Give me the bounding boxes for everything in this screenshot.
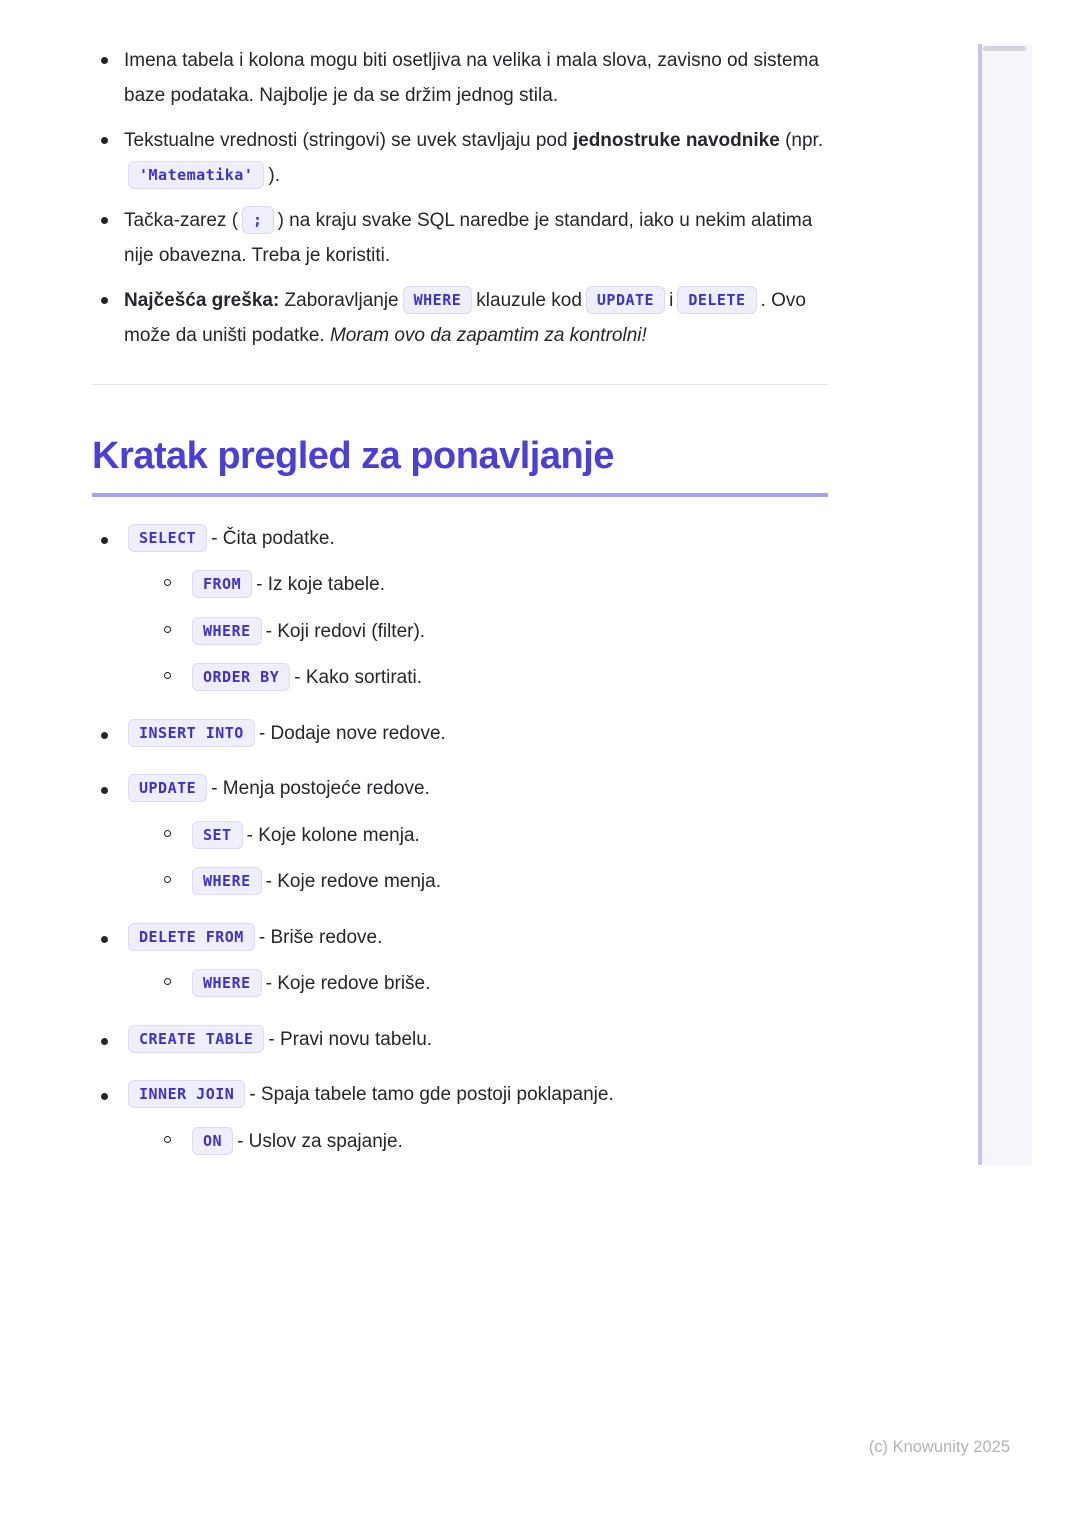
text-segment: ) na kraju svake SQL naredbe je standard, iako u nekim alatima nije obavezna. Treba je koristiti. xyxy=(124,210,813,266)
code-chip: WHERE xyxy=(192,969,262,997)
code-chip: DELETE FROM xyxy=(128,923,255,951)
bullet-circle-icon xyxy=(164,579,171,586)
sub-list xyxy=(124,821,828,897)
sub-list xyxy=(124,570,828,693)
list-item xyxy=(92,204,828,273)
text-segment: - Koje kolone menja. xyxy=(246,824,420,846)
bullet-dot-icon xyxy=(101,297,108,304)
bullet-dot-icon xyxy=(101,57,108,64)
list-item xyxy=(92,923,828,999)
text-segment: - Čita podatke. xyxy=(211,527,335,549)
bullet-circle-icon xyxy=(164,672,171,679)
list-item xyxy=(156,821,828,851)
text-segment: - Koje redove menja. xyxy=(265,871,441,893)
bullet-circle-icon xyxy=(164,876,171,883)
code-chip: ON xyxy=(192,1127,233,1155)
code-chip: INSERT INTO xyxy=(128,719,255,747)
text-segment: - Uslov za spajanje. xyxy=(237,1130,403,1152)
review-list xyxy=(92,524,828,1157)
text-segment: ). xyxy=(268,164,280,186)
bullet-dot-icon xyxy=(101,217,108,224)
list-item xyxy=(92,774,828,897)
text-segment: Tačka-zarez ( xyxy=(124,210,239,232)
scrollbar-thumb[interactable] xyxy=(983,46,1026,51)
code-chip: ; xyxy=(242,206,274,234)
text-segment: - Koje redove briše. xyxy=(265,973,431,995)
bullet-circle-icon xyxy=(164,830,171,837)
bullet-dot-icon xyxy=(101,1038,108,1045)
list-item xyxy=(92,1025,828,1055)
code-chip: UPDATE xyxy=(586,286,665,314)
code-chip: DELETE xyxy=(677,286,756,314)
scrollbar-track[interactable] xyxy=(978,44,1032,1165)
section-divider xyxy=(92,384,828,385)
bullet-dot-icon xyxy=(101,137,108,144)
text-segment: - Iz koje tabele. xyxy=(256,574,385,596)
list-item xyxy=(92,284,828,353)
code-chip: FROM xyxy=(192,570,252,598)
list-item xyxy=(92,524,828,693)
bullet-circle-icon xyxy=(164,1136,171,1143)
sub-list xyxy=(124,1127,828,1157)
list-item xyxy=(92,1080,828,1156)
bold-text: jednostruke navodnike xyxy=(572,130,780,152)
code-chip: WHERE xyxy=(192,867,262,895)
bullet-dot-icon xyxy=(101,936,108,943)
text-segment: - Koji redovi (filter). xyxy=(265,620,426,642)
bullet-circle-icon xyxy=(164,626,171,633)
text-segment: . Ovo može da uništi podatke. xyxy=(124,290,806,347)
list-item xyxy=(156,570,828,600)
code-chip: CREATE TABLE xyxy=(128,1025,264,1053)
bullet-dot-icon xyxy=(101,787,108,794)
bullet-dot-icon xyxy=(101,732,108,739)
document-content xyxy=(92,44,828,1156)
text-segment: Zaboravljanje xyxy=(279,290,399,312)
list-item xyxy=(156,617,828,647)
copyright-text: (c) Knowunity 2025 xyxy=(868,1438,1010,1456)
text-segment: Tekstualne vrednosti (stringovi) se uvek stavljaju pod xyxy=(124,130,573,152)
text-segment: - Kako sortirati. xyxy=(294,667,423,689)
code-chip: UPDATE xyxy=(128,774,207,802)
list-item xyxy=(156,1127,828,1157)
list-item xyxy=(92,124,828,193)
list-item xyxy=(156,867,828,897)
text-segment: i xyxy=(669,290,674,312)
code-chip: WHERE xyxy=(192,617,262,645)
code-chip: SELECT xyxy=(128,524,207,552)
bullet-dot-icon xyxy=(101,537,108,544)
text-segment: klauzule kod xyxy=(476,290,582,312)
sub-list xyxy=(124,969,828,999)
text-segment: - Menja postojeće redove. xyxy=(211,778,430,800)
text-segment: (npr. xyxy=(779,130,824,152)
text-segment: - Spaja tabele tamo gde postoji poklapanje. xyxy=(249,1084,614,1106)
code-chip: ORDER BY xyxy=(192,663,290,691)
bullet-dot-icon xyxy=(101,1093,108,1100)
code-chip: INNER JOIN xyxy=(128,1080,245,1108)
text-segment: Imena tabela i kolona mogu biti osetljiva na velika i mala slova, zavisno od sistema baze podataka. Najbolje je da se držim jednog stila. xyxy=(124,50,819,106)
code-chip: WHERE xyxy=(403,286,473,314)
text-segment: - Pravi novu tabelu. xyxy=(268,1028,433,1050)
code-chip: SET xyxy=(192,821,243,849)
text-segment: - Dodaje nove redove. xyxy=(258,722,446,744)
list-item xyxy=(156,663,828,693)
list-item xyxy=(92,44,828,113)
bullet-circle-icon xyxy=(164,978,171,985)
text-segment: - Briše redove. xyxy=(258,926,383,948)
list-item xyxy=(92,719,828,749)
list-item xyxy=(156,969,828,999)
notes-bullet-list xyxy=(92,44,828,354)
bold-text: Najčešća greška: xyxy=(124,290,280,312)
code-chip: 'Matematika' xyxy=(128,161,264,189)
italic-text: Moram ovo da zapamtim za kontrolni! xyxy=(329,325,647,347)
section-heading: Kratak pregled za ponavljanje xyxy=(92,435,828,497)
